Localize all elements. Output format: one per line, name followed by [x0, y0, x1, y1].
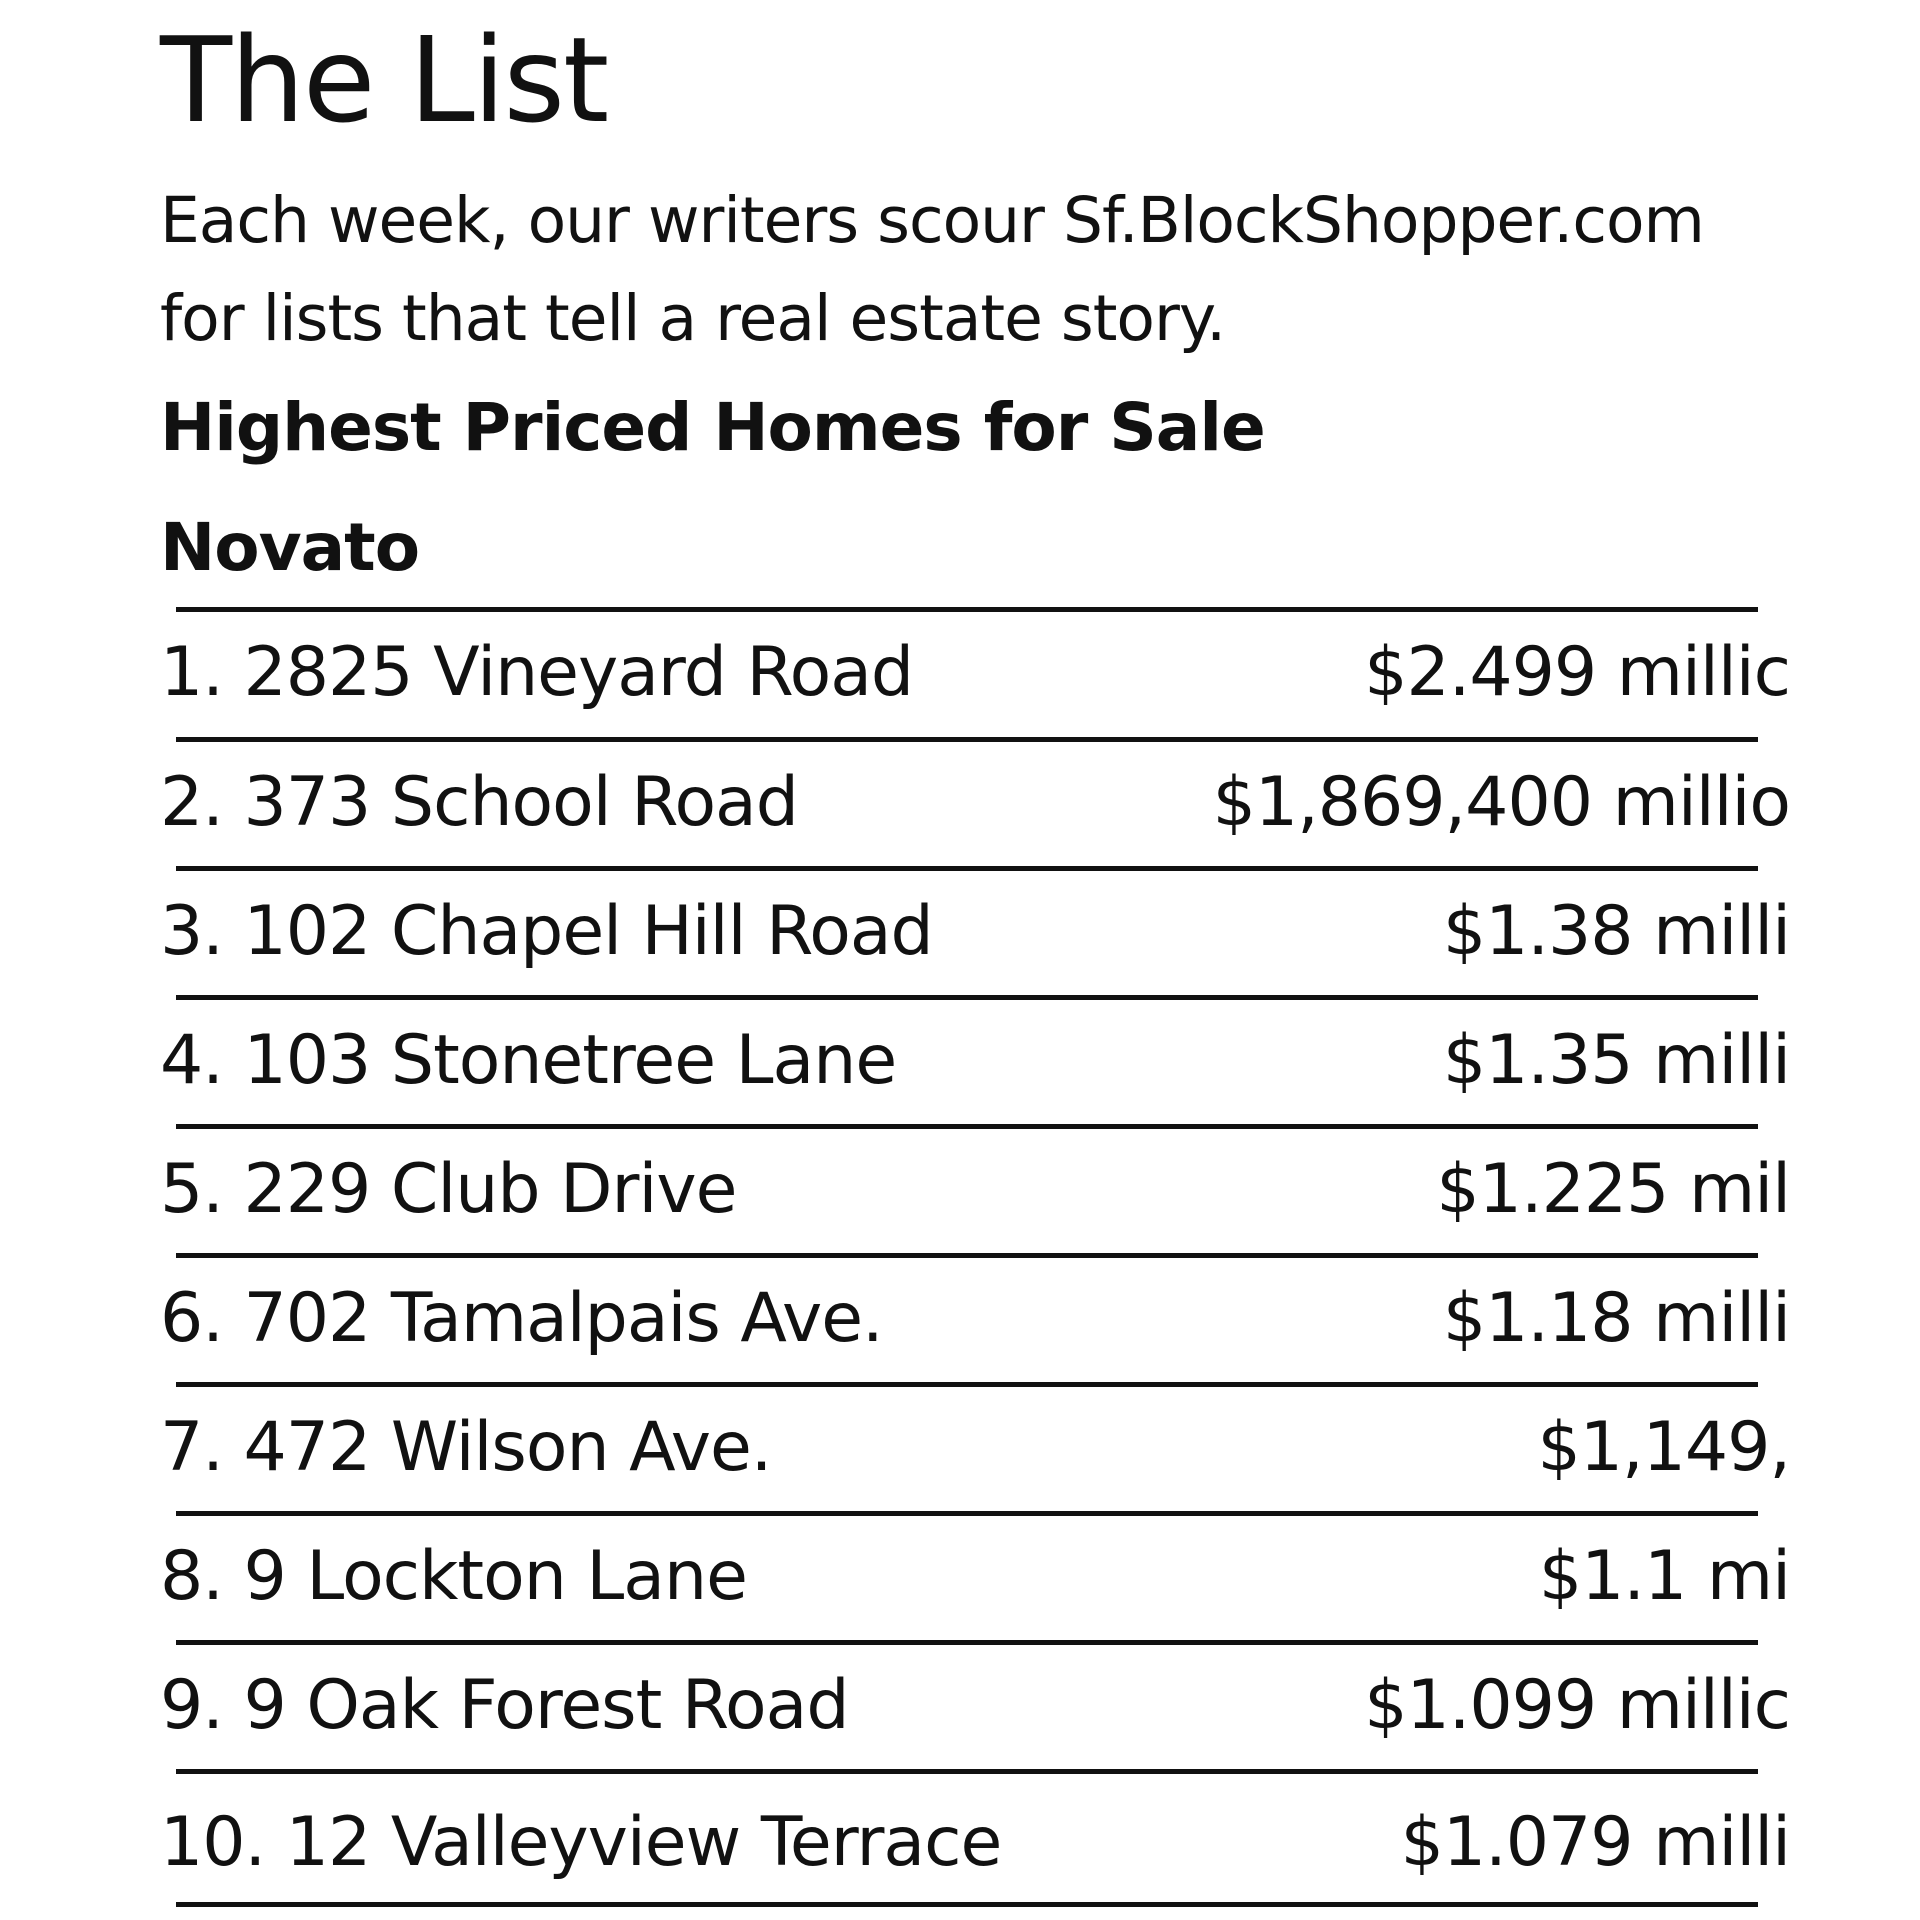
list-item-address: 7. 472 Wilson Ave.	[160, 1408, 772, 1487]
list-subheading: Highest Priced Homes for Sale	[160, 389, 1265, 466]
list-item-address: 6. 702 Tamalpais Ave.	[160, 1279, 883, 1358]
list-item	[160, 1135, 1790, 1245]
list-item-address: 5. 229 Club Drive	[160, 1150, 737, 1229]
list-item-price: $1.099 millic	[1364, 1666, 1790, 1745]
list-item-address: 2. 373 School Road	[160, 763, 798, 842]
city-name: Novato	[160, 509, 420, 586]
page-title: The List	[160, 11, 608, 149]
list-item-price: $1.38 milli	[1442, 892, 1790, 971]
divider	[176, 1511, 1758, 1516]
divider	[176, 737, 1758, 742]
divider	[176, 995, 1758, 1000]
divider	[176, 1253, 1758, 1258]
divider	[176, 866, 1758, 871]
list-item-price: $1.225 mil	[1436, 1150, 1790, 1229]
divider	[176, 1769, 1758, 1774]
list-item-price: $1.1 mi	[1538, 1537, 1790, 1616]
list-item-price: $1.079 milli	[1400, 1803, 1790, 1882]
list-item-address: 4. 103 Stonetree Lane	[160, 1021, 897, 1100]
list-item	[160, 1522, 1790, 1632]
list-item	[160, 1788, 1790, 1898]
list-item-price: $1.35 milli	[1442, 1021, 1790, 1100]
list-item-price: $1,869,400 millio	[1212, 763, 1790, 842]
divider	[176, 1124, 1758, 1129]
list-item	[160, 877, 1790, 987]
list-item	[160, 1651, 1790, 1761]
list-item-address: 8. 9 Lockton Lane	[160, 1537, 747, 1616]
list-item-price: $2.499 millic	[1364, 633, 1790, 712]
list-item-address: 1. 2825 Vineyard Road	[160, 633, 914, 712]
divider	[176, 1640, 1758, 1645]
divider-top	[176, 607, 1758, 612]
list-item-address: 3. 102 Chapel Hill Road	[160, 892, 933, 971]
divider	[176, 1382, 1758, 1387]
list-item	[160, 1264, 1790, 1374]
intro-line-2: for lists that tell a real estate story.	[160, 282, 1226, 355]
list-item	[160, 1393, 1790, 1503]
list-item	[160, 1006, 1790, 1116]
list-item-price: $1.18 milli	[1442, 1279, 1790, 1358]
list-item-address: 10. 12 Valleyview Terrace	[160, 1803, 1002, 1882]
divider-bottom	[176, 1902, 1758, 1907]
intro-line-1: Each week, our writers scour Sf.BlockShopper.com	[160, 184, 1704, 257]
list-item-price: $1,149,	[1537, 1408, 1790, 1487]
list-item	[160, 618, 1790, 728]
list-item-address: 9. 9 Oak Forest Road	[160, 1666, 849, 1745]
list-item	[160, 748, 1790, 858]
